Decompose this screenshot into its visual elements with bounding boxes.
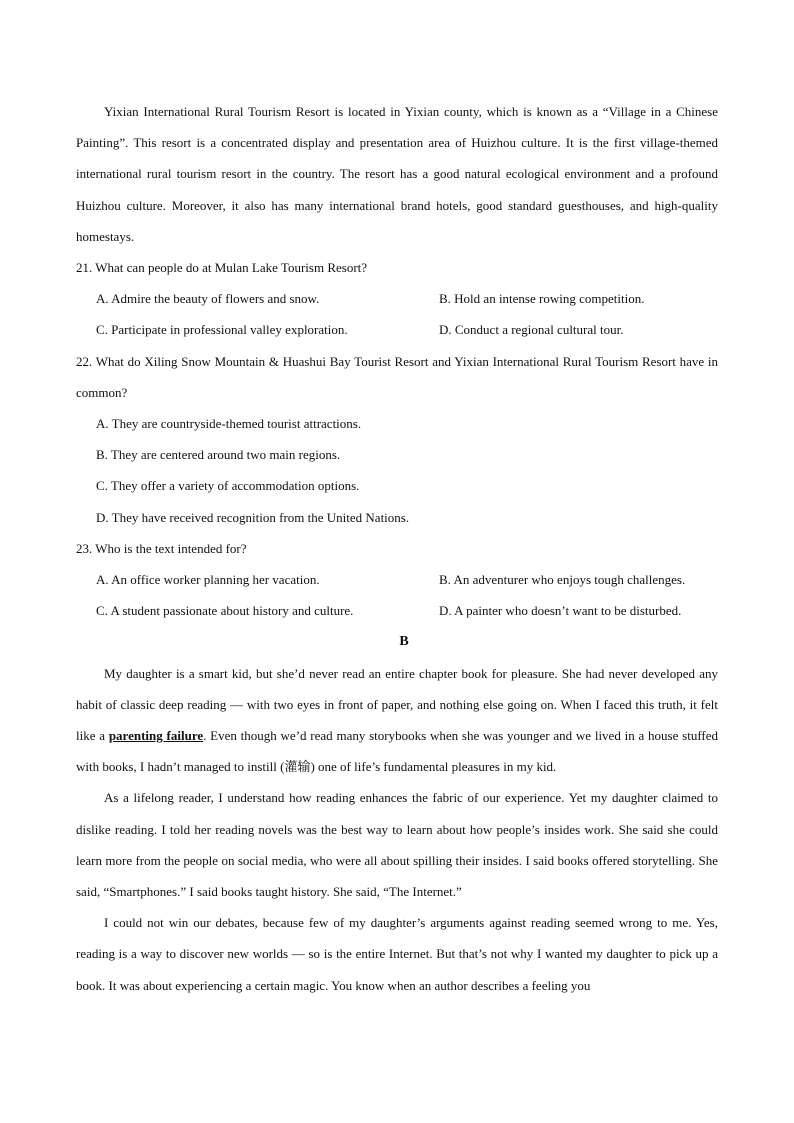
section-b-heading: B	[399, 634, 409, 650]
option-d: D. A painter who doesn’t want to be disturbed.	[439, 603, 682, 619]
option-c: C. They offer a variety of accommodation options.	[96, 478, 360, 494]
option-c: C. Participate in professional valley exploration.	[96, 322, 348, 338]
option-c: C. A student passionate about history and culture.	[96, 603, 354, 619]
options-row	[76, 314, 718, 345]
option-b: B. Hold an intense rowing competition.	[439, 291, 645, 307]
passage-b-paragraph-2: As a lifelong reader, I understand how reading enhances the fabric of our experience. Yet my daughter claimed to dislike reading. I told her reading novels was the best way to learn about how people’s insides work. She said she could learn more from the people on social media, who were all about spilling their insides. I said books offered storytelling. She said, “Smartphones.” I said books taught history. She said, “The Internet.”	[76, 790, 718, 900]
option-b: B. They are centered around two main regions.	[96, 447, 341, 463]
passage-a-paragraph: Yixian International Rural Tourism Resort is located in Yixian county, which is known as a “Village in a Chinese Painting”. This resort is a concentrated display and presentation area of Huizhou culture. It is the first village-themed international rural tourism resort in the country. The resort has a good natural ecological environment and a profound Huizhou culture. Moreover, it also has many international brand hotels, good standard guesthouses, and high-quality homestays.	[76, 104, 718, 244]
option-a: A. They are countryside-themed tourist attractions.	[96, 416, 362, 432]
paragraph-text: My daughter is a smart kid, but she’d never read an entire chapter book for pleasure. She had never developed any habit of classic deep reading — with two eyes in front of paper, and nothing else going on. When I faced this truth, it felt like a	[76, 665, 718, 744]
options-row	[76, 595, 718, 626]
options-row	[76, 564, 718, 595]
question-stem: 21. What can people do at Mulan Lake Tourism Resort?	[76, 260, 368, 276]
underlined-phrase: parenting failure	[108, 728, 204, 744]
question-stem: 22. What do Xiling Snow Mountain & Huashui Bay Tourist Resort and Yixian International Rural Tourism Resort have in common?	[76, 353, 718, 400]
passage-b-paragraph-3: I could not win our debates, because few of my daughter’s arguments against reading seemed wrong to me. Yes, reading is a way to discover new worlds — so is the entire Internet. But that’s not why I wanted my daughter to pick up a book. It was about experiencing a certain magic. You know when an author describes a feeling you	[76, 915, 718, 993]
paragraph-text: . Even though we’d read many storybooks when she was younger and we lived in a house stuffed with books, I hadn’t managed to instill (灌输) one of life’s fundamental pleasures in my kid.	[76, 728, 719, 775]
option-b: B. An adventurer who enjoys tough challenges.	[439, 572, 686, 588]
option-a: A. An office worker planning her vacation.	[96, 572, 320, 588]
question-stem: 23. Who is the text intended for?	[76, 540, 247, 556]
question-23	[76, 533, 718, 627]
options-row	[76, 283, 718, 314]
option-d: D. They have received recognition from the United Nations.	[96, 509, 410, 525]
question-22	[76, 346, 718, 533]
option-d: D. Conduct a regional cultural tour.	[439, 322, 624, 338]
option-a: A. Admire the beauty of flowers and snow.	[96, 291, 320, 307]
page-content	[76, 96, 718, 1001]
passage-b-paragraph-1	[76, 658, 718, 783]
question-21	[76, 252, 718, 346]
